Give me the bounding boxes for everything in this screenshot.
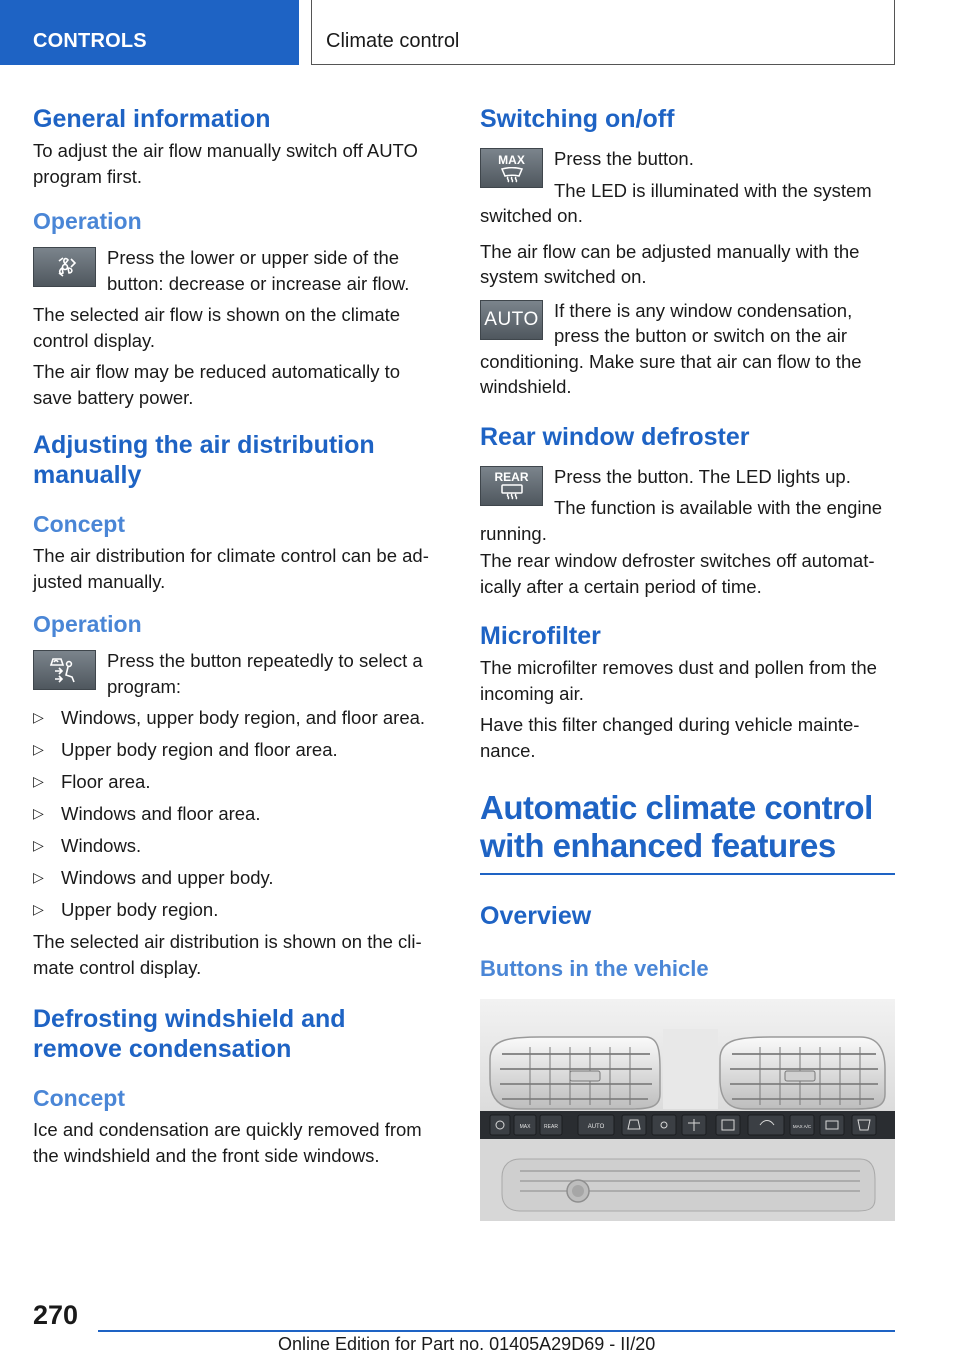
chapter-title: Climate control bbox=[326, 30, 460, 52]
airflow-instruction-text: Press the lower or upper side of the button: decrease or increase air flow. bbox=[107, 247, 410, 294]
airflow-instruction bbox=[33, 245, 441, 296]
chapter-tab bbox=[311, 0, 895, 65]
list-item: ▷ Windows. bbox=[33, 833, 441, 859]
footer-rule bbox=[98, 1330, 895, 1332]
operation-heading: Operation bbox=[33, 208, 142, 234]
switch-press-text: Press the button. bbox=[554, 148, 694, 169]
list-item: ▷ Upper body region and floor area. bbox=[33, 737, 441, 763]
list-item: ▷ Windows and floor area. bbox=[33, 801, 441, 827]
switch-manual-text: The air flow can be adjusted manually with the system switched on. bbox=[480, 240, 860, 287]
triangle-bullet-icon: ▷ bbox=[33, 869, 44, 885]
auto-instruction bbox=[480, 298, 895, 400]
rear-defroster-heading: Rear window defroster bbox=[480, 422, 750, 451]
switch-heading: Switching on/off bbox=[480, 105, 675, 133]
rear-instruction bbox=[480, 464, 895, 547]
climate-panel-illustration bbox=[480, 999, 895, 1221]
concept-text: The air distribution for climate control can be ad‐justed manually. bbox=[33, 545, 429, 592]
rear-engine-text: The function is available with the engine running. bbox=[480, 497, 883, 544]
vehicle-buttons-photo bbox=[480, 999, 895, 1221]
left-column bbox=[33, 100, 441, 1174]
photo-label-auto: AUTO bbox=[587, 1124, 605, 1130]
auto-button-icon bbox=[480, 300, 543, 340]
defrost-heading: Defrosting windshield and remove condensation bbox=[33, 1005, 346, 1063]
windshield-heat-icon bbox=[499, 167, 525, 183]
concept-heading-2: Concept bbox=[33, 1085, 125, 1111]
buttons-heading: Buttons in the vehicle bbox=[480, 956, 709, 981]
list-item: ▷ Floor area. bbox=[33, 769, 441, 795]
page-number: 270 bbox=[33, 1300, 79, 1330]
photo-label-maxac: MAX A/C bbox=[792, 1124, 812, 1129]
triangle-bullet-icon: ▷ bbox=[33, 837, 44, 853]
program-list bbox=[33, 705, 441, 923]
distribution-instruction-text: Press the button repeatedly to select a program: bbox=[107, 650, 423, 697]
triangle-bullet-icon: ▷ bbox=[33, 773, 44, 789]
airflow-display-text: The selected air flow is shown on the climate control display. bbox=[33, 304, 401, 351]
microfilter-maintenance-text: Have this filter changed during vehicle mainte‐nance. bbox=[480, 714, 860, 761]
list-item: ▷ Upper body region. bbox=[33, 897, 441, 923]
auto-instruction-text: If there is any window condensation, press the button or switch on the air conditioning. Make sure that air can flow to the windshield. bbox=[480, 299, 862, 397]
microfilter-heading: Microfilter bbox=[480, 622, 601, 650]
auto-label: AUTO bbox=[484, 308, 539, 330]
list-item: ▷ Windows, upper body region, and floor area. bbox=[33, 705, 441, 731]
section-tab bbox=[0, 0, 299, 65]
rear-press-text: Press the button. The LED lights up. bbox=[554, 465, 851, 487]
rear-defrost-button-icon bbox=[480, 466, 543, 506]
section-title: CONTROLS bbox=[33, 30, 147, 52]
triangle-bullet-icon: ▷ bbox=[33, 741, 44, 757]
rear-window-heat-icon bbox=[499, 484, 525, 500]
general-text: To adjust the air flow manually switch off AUTO program first. bbox=[33, 140, 418, 187]
overview-heading: Overview bbox=[480, 902, 592, 930]
triangle-bullet-icon: ▷ bbox=[33, 805, 44, 821]
concept-text-2: Ice and condensation are quickly removed from the windshield and the front side windows. bbox=[33, 1119, 422, 1166]
concept-heading: Concept bbox=[33, 511, 125, 537]
max-label: MAX bbox=[498, 152, 525, 167]
max-instruction bbox=[480, 146, 895, 229]
right-column bbox=[480, 100, 895, 1221]
triangle-bullet-icon: ▷ bbox=[33, 709, 44, 725]
auto-climate-heading: Automatic climate control with enhanced features bbox=[480, 789, 873, 864]
edition-text: Online Edition for Part no. 01405A29D69 - II/20 bbox=[278, 1334, 656, 1354]
adjust-heading: Adjusting the air distribution manually bbox=[33, 431, 375, 489]
distribution-instruction bbox=[33, 648, 441, 699]
operation-heading-2: Operation bbox=[33, 611, 142, 637]
heading-rule bbox=[480, 873, 895, 875]
photo-label-rear: REAR bbox=[544, 1124, 558, 1130]
switch-led-text: The LED is illuminated with the system switched on. bbox=[480, 179, 872, 226]
rear-auto-off-text: The rear window defroster switches off automat‐ically after a certain period of time. bbox=[480, 550, 875, 597]
airflow-button-icon bbox=[33, 247, 96, 287]
microfilter-text: The microfilter removes dust and pollen from the incoming air. bbox=[480, 657, 877, 704]
list-item: ▷ Windows and upper body. bbox=[33, 865, 441, 891]
triangle-bullet-icon: ▷ bbox=[33, 901, 44, 917]
distribution-display-text: The selected air distribution is shown on the cli‐mate control display. bbox=[33, 931, 422, 978]
max-defrost-button-icon bbox=[480, 148, 543, 188]
photo-label-max: MAX bbox=[519, 1124, 531, 1130]
rear-label: REAR bbox=[494, 470, 529, 484]
airflow-battery-text: The air flow may be reduced automatically to save battery power. bbox=[33, 361, 401, 408]
air-distribution-button-icon bbox=[33, 650, 96, 690]
general-heading: General information bbox=[33, 105, 271, 133]
